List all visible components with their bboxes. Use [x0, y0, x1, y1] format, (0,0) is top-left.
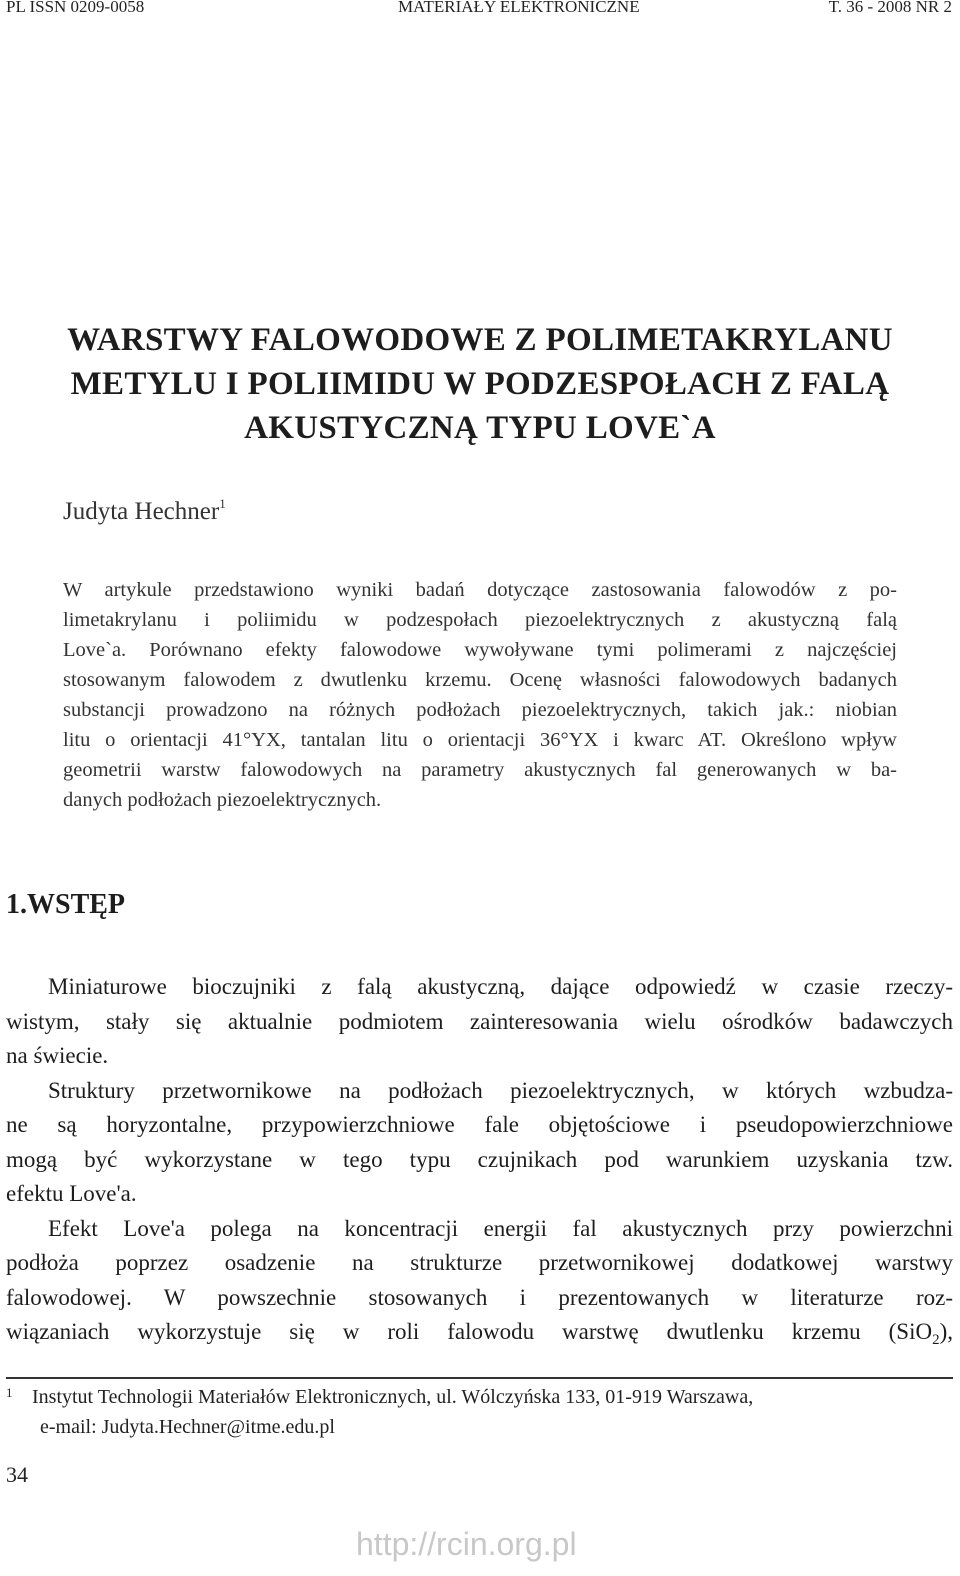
title-line: AKUSTYCZNĄ TYPU LOVE`A: [244, 410, 716, 446]
journal-volume: T. 36 - 2008 NR 2: [828, 0, 952, 16]
body-line: mogą być wykorzystane w tego typu czujnikach pod warunkiem uzyskania tzw.: [6, 1146, 953, 1172]
running-header: [6, 0, 952, 22]
body-line: Efekt Love'a polega na koncentracji energii fal akustycznych przy powierzchni: [48, 1215, 953, 1241]
abstract-line: danych podłożach piezoelektrycznych.: [63, 789, 382, 811]
footnote-email: e-mail: Judyta.Hechner@itme.edu.pl: [40, 1416, 335, 1438]
body-line: wistym, stały się aktualnie podmiotem zainteresowania wielu ośrodków badawczych: [6, 1008, 953, 1034]
footnote-mark: 1: [6, 1385, 13, 1400]
abstract-line: litu o orientacji 41°YX, tantalan litu o orientacji 36°YX i kwarc AT. Określono wpływ: [63, 729, 897, 751]
subscript: 2: [932, 1332, 940, 1348]
page-number: 34: [6, 1462, 28, 1487]
footnote-rule: [6, 1377, 953, 1379]
body-line: [6, 1315, 953, 1350]
body-line: Struktury przetwornikowe na podłożach piezoelektrycznych, w których wzbudza-: [48, 1077, 953, 1103]
title-line: WARSTWY FALOWODOWE Z POLIMETAKRYLANU: [67, 322, 893, 358]
paper-title: [0, 318, 960, 450]
author: [63, 496, 226, 526]
body-line-text: wiązaniach wykorzystuje się w roli falowodu warstwę dwutlenku krzemu (SiO: [6, 1319, 933, 1344]
abstract-line: Love`a. Porównano efekty falowodowe wywoływane tymi polimerami z najczęściej: [63, 639, 897, 661]
body-line: efektu Love'a.: [6, 1181, 137, 1206]
abstract: [63, 575, 897, 815]
title-line: METYLU I POLIIMIDU W PODZESPOŁACH Z FALĄ: [70, 366, 890, 402]
footnote-affiliation: Instytut Technologii Materiałów Elektronicznych, ul. Wólczyńska 133, 01-919 Warszawa,: [32, 1386, 754, 1408]
abstract-line: substancji prowadzono na różnych podłożach piezoelektrycznych, takich jak.: niobian: [63, 699, 897, 721]
section-heading: 1.WSTĘP: [6, 889, 126, 920]
author-footnote-mark: 1: [219, 496, 226, 511]
journal-issn: PL ISSN 0209-0058: [6, 0, 145, 16]
body-line: Miniaturowe bioczujniki z falą akustyczną, dające odpowiedź w czasie rzeczy-: [48, 974, 953, 999]
abstract-line: stosowanym falowodem z dwutlenku krzemu. Ocenę własności falowodowych badanych: [63, 669, 897, 691]
abstract-line: geometrii warstw falowodowych na parametry akustycznych fal generowanych w ba-: [63, 759, 897, 781]
abstract-line: W artykule przedstawiono wyniki badań dotyczące zastosowania falowodów z po-: [63, 579, 897, 601]
body-line: na świecie.: [6, 1043, 109, 1068]
body-line: podłoża poprzez osadzenie na strukturze przetwornikowej dodatkowej warstwy: [6, 1250, 953, 1275]
body-line: ne są horyzontalne, przypowierzchniowe fale objętościowe i pseudopowierzchniowe: [6, 1112, 953, 1137]
body-line: falowodowej. W powszechnie stosowanych i prezentowanych w literaturze roz-: [6, 1284, 953, 1310]
body-text: [6, 970, 953, 1350]
body-line-text: ),: [939, 1319, 953, 1344]
watermark-url: http://rcin.org.pl: [356, 1526, 577, 1562]
author-name: Judyta Hechner: [63, 498, 220, 525]
abstract-line: limetakrylanu i poliimidu w podzespołach piezoelektrycznych z akustyczną falą: [63, 609, 897, 631]
footnote: [6, 1382, 953, 1442]
journal-name: MATERIAŁY ELEKTRONICZNE: [398, 0, 640, 16]
